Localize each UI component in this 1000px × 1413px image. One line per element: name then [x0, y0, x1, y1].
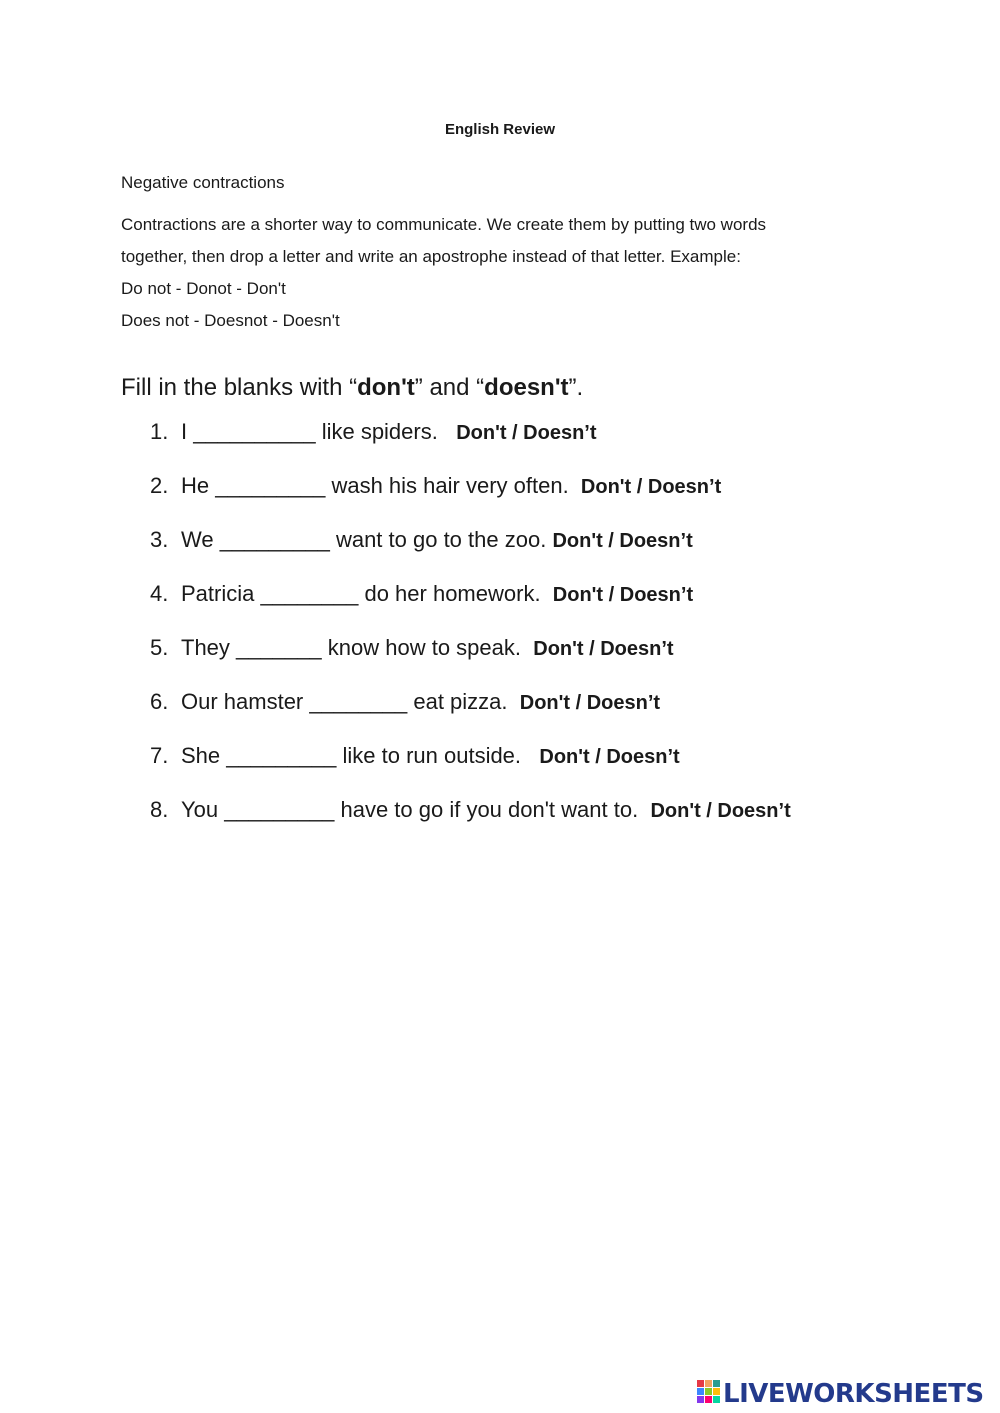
- intro-line: Contractions are a shorter way to communicate. We create them by putting two words: [121, 215, 767, 234]
- exercise-item: [150, 743, 680, 769]
- exercise-item: [150, 581, 693, 607]
- intro-line: together, then drop a letter and write an apostrophe instead of that letter. Example:: [121, 247, 741, 266]
- section-heading: Negative contractions: [121, 173, 285, 192]
- item-number: 6.: [150, 689, 169, 714]
- item-sentence[interactable]: Our hamster ________ eat pizza.: [181, 689, 508, 714]
- instruction-middle: ” and “: [414, 374, 485, 401]
- item-sentence[interactable]: They _______ know how to speak.: [181, 635, 522, 660]
- item-choices: Don't / Doesn’t: [539, 746, 680, 768]
- item-sentence[interactable]: You _________ have to go if you don't want to.: [181, 797, 639, 822]
- document-title: English Review: [444, 121, 556, 138]
- exercise-item: [150, 419, 597, 445]
- instruction-word-doesnt: doesn't: [484, 374, 569, 401]
- item-sentence[interactable]: He _________ wash his hair very often.: [181, 473, 569, 498]
- item-number: 7.: [150, 743, 169, 768]
- example-line: Does not - Doesnot - Doesn't: [121, 311, 340, 330]
- item-choices: Don't / Doesn’t: [519, 692, 661, 714]
- exercise-item: [150, 689, 660, 715]
- item-sentence[interactable]: I __________ like spiders.: [181, 419, 438, 444]
- item-choices: Don't / Doesn’t: [650, 800, 791, 822]
- item-number: 2.: [150, 473, 169, 498]
- instruction: [121, 374, 583, 402]
- item-sentence[interactable]: We _________ want to go to the zoo.: [181, 527, 547, 552]
- instruction-prefix: Fill in the blanks with “: [121, 374, 358, 401]
- item-choices: Don't / Doesn’t: [552, 584, 694, 606]
- liveworksheets-logo-icon: [697, 1380, 721, 1408]
- exercise-item: [150, 797, 791, 823]
- instruction-suffix: ”.: [568, 374, 584, 401]
- item-number: 5.: [150, 635, 169, 660]
- item-choices: Don't / Doesn’t: [552, 530, 693, 552]
- instruction-word-dont: don't: [357, 374, 415, 401]
- example-line: Do not - Donot - Don't: [121, 279, 286, 298]
- item-sentence[interactable]: She _________ like to run outside.: [181, 743, 522, 768]
- item-number: 8.: [150, 797, 169, 822]
- item-sentence[interactable]: Patricia ________ do her homework.: [181, 581, 541, 606]
- brand-name: LIVEWORKSHEETS: [723, 1379, 984, 1409]
- exercise-item: [150, 527, 693, 553]
- item-choices: Don't / Doesn’t: [456, 422, 597, 444]
- item-choices: Don't / Doesn’t: [580, 476, 722, 498]
- item-choices: Don't / Doesn’t: [533, 638, 674, 660]
- liveworksheets-logo[interactable]: [697, 1378, 984, 1410]
- exercise-item: [150, 635, 674, 661]
- item-number: 1.: [150, 419, 169, 444]
- item-number: 3.: [150, 527, 169, 552]
- item-number: 4.: [150, 581, 169, 606]
- exercise-item: [150, 473, 721, 499]
